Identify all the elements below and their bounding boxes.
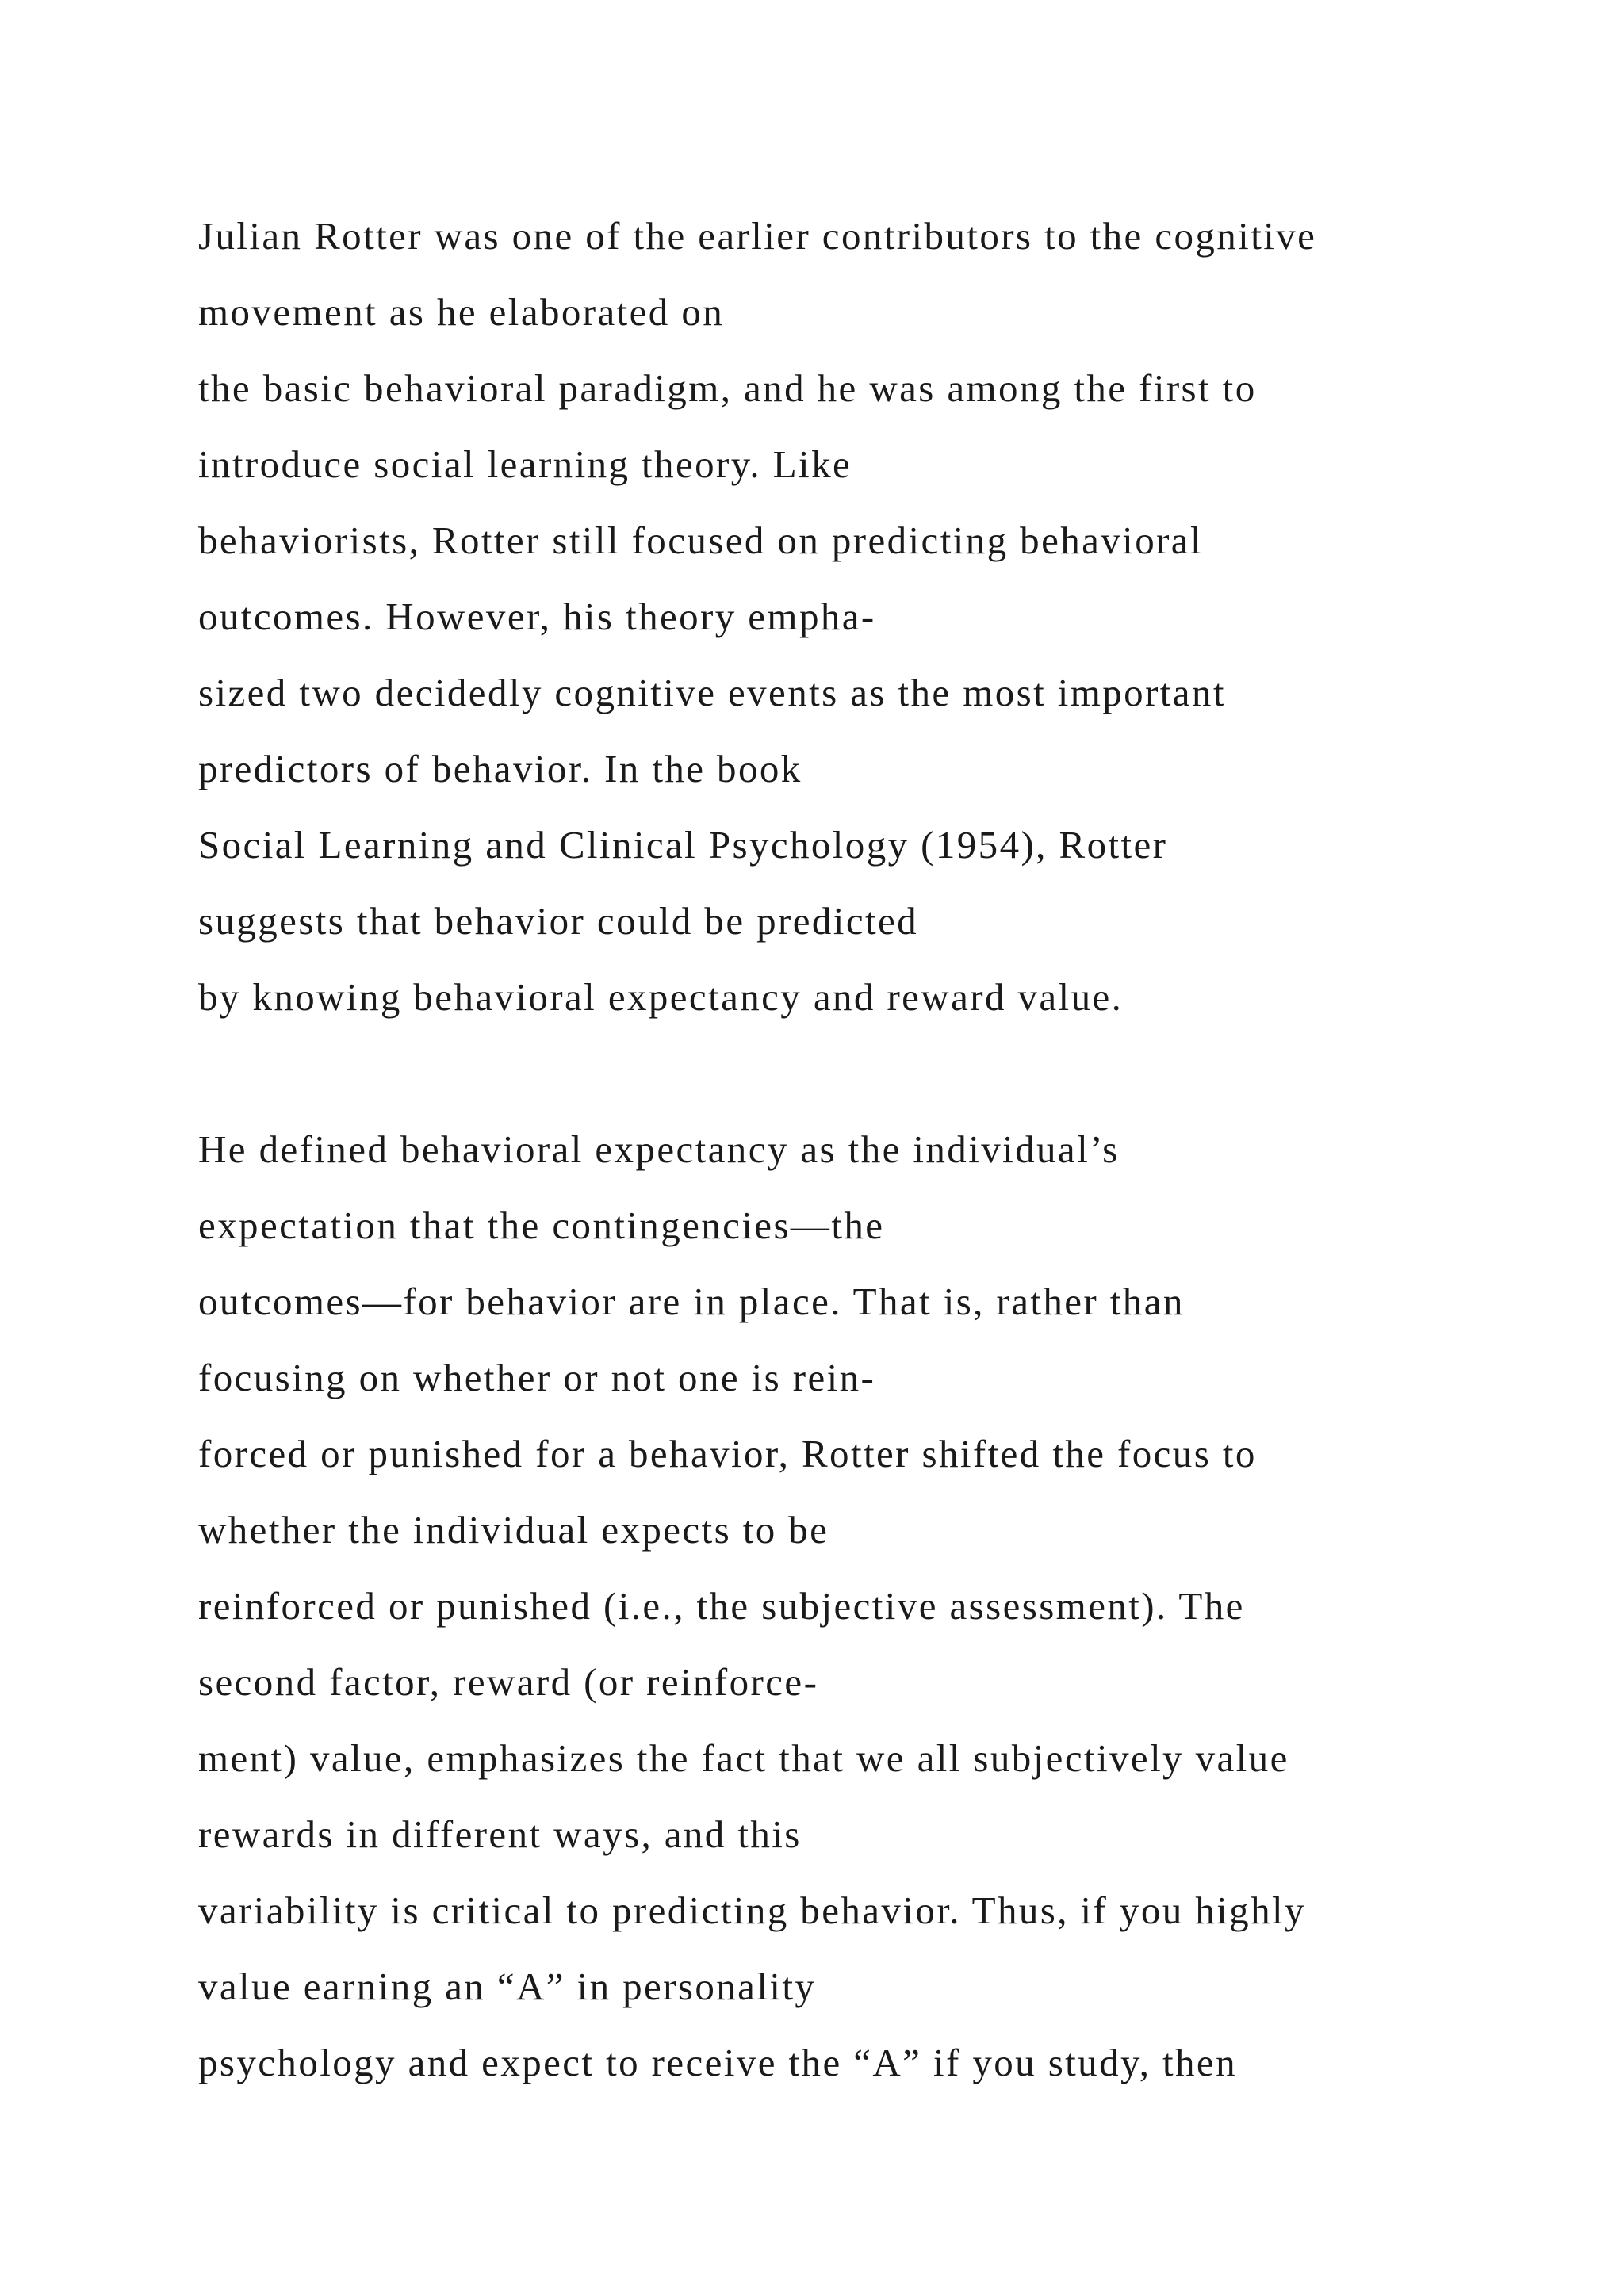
text-line: outcomes—for behavior are in place. That is, rather than	[198, 1280, 1185, 1323]
text-line: introduce social learning theory. Like	[198, 442, 852, 486]
text-line: predictors of behavior. In the book	[198, 747, 802, 790]
text-line: whether the individual expects to be	[198, 1508, 829, 1552]
text-line: second factor, reward (or reinforce-	[198, 1660, 819, 1704]
text-line: value earning an “A” in personality	[198, 1965, 817, 2008]
paragraph-1	[198, 198, 1562, 1035]
text-line: the basic behavioral paradigm, and he was among the first to	[198, 366, 1257, 410]
text-line: rewards in different ways, and this	[198, 1812, 802, 1856]
paragraph-2	[198, 1112, 1562, 2101]
text-line: variability is critical to predicting behavior. Thus, if you highly	[198, 1888, 1306, 1932]
text-line: Julian Rotter was one of the earlier contributors to the cognitive	[198, 214, 1317, 258]
text-line: ment) value, emphasizes the fact that we all subjectively value	[198, 1736, 1289, 1780]
text-line: He defined behavioral expectancy as the individual’s	[198, 1127, 1120, 1171]
text-line: Social Learning and Clinical Psychology (1954), Rotter	[198, 823, 1168, 867]
paragraph-spacer	[198, 1035, 1562, 1112]
text-line: suggests that behavior could be predicted	[198, 899, 919, 943]
text-line: behaviorists, Rotter still focused on predicting behavioral	[198, 519, 1203, 562]
text-line: outcomes. However, his theory empha-	[198, 595, 876, 638]
body-text	[198, 198, 1562, 2101]
text-line: by knowing behavioral expectancy and reward value.	[198, 975, 1124, 1019]
text-line: focusing on whether or not one is rein-	[198, 1356, 876, 1399]
text-line: movement as he elaborated on	[198, 290, 725, 334]
text-line: reinforced or punished (i.e., the subjective assessment). The	[198, 1584, 1245, 1628]
text-line: psychology and expect to receive the “A” if you study, then	[198, 2041, 1237, 2084]
text-line: expectation that the contingencies—the	[198, 1203, 885, 1247]
text-line: sized two decidedly cognitive events as the most important	[198, 671, 1226, 714]
text-line: forced or punished for a behavior, Rotter shifted the focus to	[198, 1432, 1257, 1475]
